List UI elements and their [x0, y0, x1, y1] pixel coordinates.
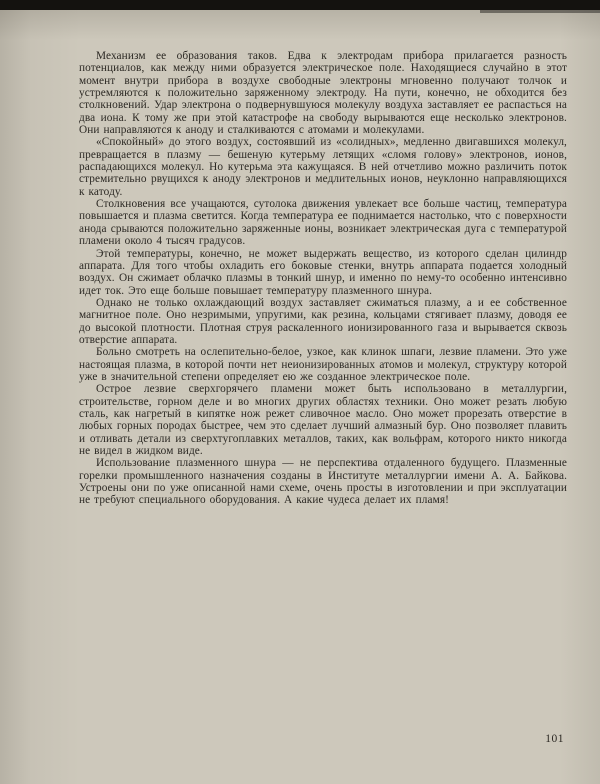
paragraph: Столкновения все учащаются, сутолока движения увлекает все больше частиц, температура повышается и плазма светится. Когда температура ее поднимается настолько, что с поверхности анода срываются положительно заряженные ионы, возникает электрическая дуга с температурой пламени около 4 тысяч градусов.	[79, 198, 567, 248]
scan-edge-top	[0, 0, 600, 10]
paragraph: Этой температуры, конечно, не может выдержать вещество, из которого сделан цилиндр аппарата. Для того чтобы охладить его боковые стенки, внутрь аппарата подается холодный воздух. Он сжимает облачко плазмы в тонкий шнур, и именно по нему-то особенно интенсивно идет ток. Это еще больше повышает температуру плазменного шнура.	[79, 247, 567, 297]
paragraph: Использование плазменного шнура — не перспектива отдаленного будущего. Плазменные горелки промышленного назначения созданы в Институте металлургии имени А. А. Байкова. Устроены они по уже описанной нами схеме, очень просты в изготовлении и при эксплуатации не требуют специального оборудования. А какие чудеса делает их пламя!	[79, 457, 567, 507]
paragraph: Острое лезвие сверхгорячего пламени может быть использовано в металлургии, строительстве, горном деле и во многих других областях техники. Оно может резать любую сталь, как нагретый в кипятке нож режет сливочное масло. Оно может прорезать отверстие в любых горных породах быстрее, чем это сделает лучший алмазный бур. Оно позволяет плавить и отливать детали из сверхтугоплавких металлов, таких, как вольфрам, которого никто никогда не видел в жидком виде.	[79, 383, 567, 457]
page-text-block	[79, 50, 567, 507]
paragraph: Механизм ее образования таков. Едва к электродам прибора прилагается разность потенциалов, как между ними образуется электрическое поле. Находящиеся случайно в этот момент внутри прибора в воздухе свободные электроны мгновенно получают толчок и устремляются к положительно заряженному электроду. На пути, конечно, не обходится без столкновений. Удар электрона о подвернувшуюся молекулу воздуха заставляет ее распасться на два иона. К тому же при этой катастрофе на свободу вырываются еще несколько электронов. Они направляются к аноду и сталкиваются с атомами и молекулами.	[79, 50, 567, 137]
paragraph: Больно смотреть на ослепительно-белое, узкое, как клинок шпаги, лезвие пламени. Это уже настоящая плазма, в которой почти нет неионизированных атомов и молекул, структуру которой уже в значительной степени определяет ею же созданное электрическое поле.	[79, 346, 567, 383]
paragraph: Однако не только охлаждающий воздух заставляет сжиматься плазму, а и ее собственное магнитное поле. Оно незримыми, упругими, как резина, кольцами стягивает плазму, доводя ее до высокой плотности. Плотная струя раскаленного ионизированного газа и вырывается сквозь отверстие аппарата.	[79, 296, 567, 346]
paragraph: «Спокойный» до этого воздух, состоявший из «солидных», медленно двигавшихся молекул, превращается в плазму — бешеную кутерьму летящих «сломя голову» электронов, ионов, распадающихся молекул. Но кутерьма эта кажущаяся. В ней отчетливо можно различить поток стремительно рвущихся к аноду электронов и медлительных ионов, неуклонно направляющихся к катоду.	[79, 136, 567, 198]
page-number: 101	[545, 733, 564, 745]
